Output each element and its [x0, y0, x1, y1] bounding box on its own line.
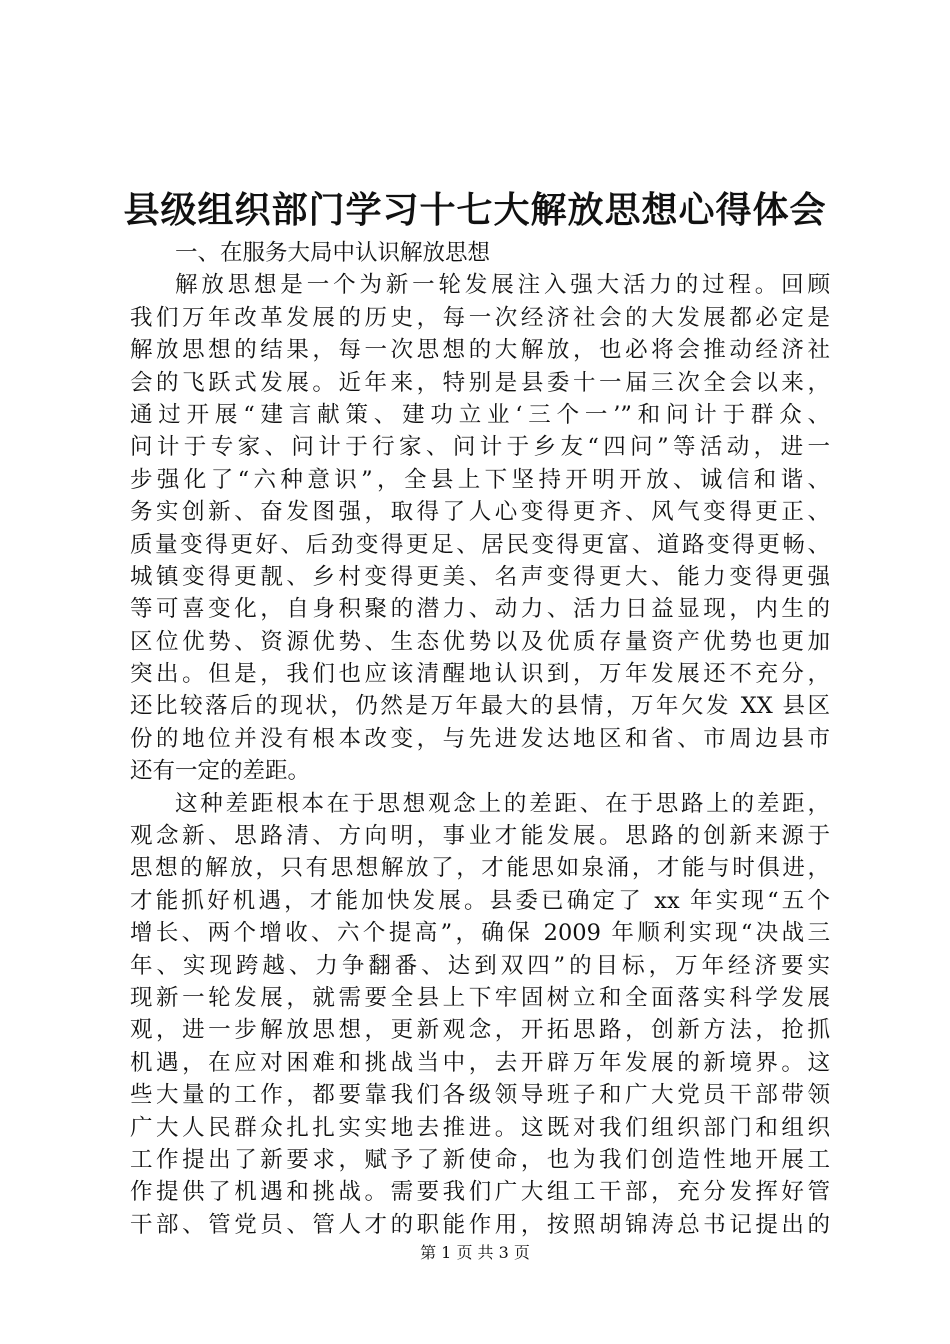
- body-line: 质量变得更好、后劲变得更足、居民变得更富、道路变得更畅、: [130, 531, 830, 558]
- body-line: 我们万年改革发展的历史，每一次经济社会的大发展都必定是: [130, 304, 830, 331]
- body-line: 还有一定的差距。: [130, 758, 311, 785]
- body-line: 观念新、思路清、方向明，事业才能发展。思路的创新来源于: [130, 823, 830, 850]
- body-line: 步强化了“六种意识”，全县上下坚持开明开放、诚信和谐、: [130, 466, 830, 493]
- body-line: 等可喜变化，自身积聚的潜力、动力、活力日益显现，内生的: [130, 596, 830, 623]
- body-line: 思想的解放，只有思想解放了，才能思如泉涌，才能与时俱进，: [130, 855, 830, 882]
- body-line: 现新一轮发展，就需要全县上下牢固树立和全面落实科学发展: [130, 984, 830, 1011]
- body-line: 区位优势、资源优势、生态优势以及优质存量资产优势也更加: [130, 628, 830, 655]
- document-body: [130, 237, 830, 1241]
- body-line: 些大量的工作，都要靠我们各级领导班子和广大党员干部带领: [130, 1082, 830, 1109]
- body-line: 工作提出了新要求，赋予了新使命，也为我们创造性地开展工: [130, 1146, 830, 1173]
- body-line: 才能抓好机遇，才能加快发展。县委已确定了 xx 年实现“五个: [130, 887, 830, 914]
- body-line: 这种差距根本在于思想观念上的差距、在于思路上的差距，: [175, 790, 830, 817]
- body-line: 份的地位并没有根本改变，与先进发达地区和省、市周边县市: [130, 725, 830, 752]
- document-title: 县级组织部门学习十七大解放思想心得体会: [123, 189, 827, 231]
- page-footer: 第 1 页 共 3 页: [420, 1243, 530, 1262]
- body-line: 观，进一步解放思想，更新观念，开拓思路，创新方法，抢抓: [130, 1017, 830, 1044]
- body-line: 通过开展“建言献策、建功立业‘三个一’”和问计于群众、: [130, 401, 830, 428]
- body-line: 解放思想是一个为新一轮发展注入强大活力的过程。回顾: [175, 272, 830, 299]
- body-line: 还比较落后的现状，仍然是万年最大的县情，万年欠发 XX 县区: [130, 693, 830, 720]
- body-line: 务实创新、奋发图强，取得了人心变得更齐、风气变得更正、: [130, 499, 830, 526]
- body-line: 城镇变得更靓、乡村变得更美、名声变得更大、能力变得更强: [130, 563, 830, 590]
- body-line: 解放思想的结果，每一次思想的大解放，也必将会推动经济社: [130, 337, 830, 364]
- body-line: 广大人民群众扎扎实实地去推进。这既对我们组织部门和组织: [130, 1114, 830, 1141]
- body-line: 会的飞跃式发展。近年来，特别是县委十一届三次全会以来，: [130, 369, 830, 396]
- body-line: 年、实现跨越、力争翻番、达到双四”的目标，万年经济要实: [130, 952, 830, 979]
- body-line: 作提供了机遇和挑战。需要我们广大组工干部，充分发挥好管: [130, 1179, 830, 1206]
- body-line: 突出。但是，我们也应该清醒地认识到，万年发展还不充分，: [130, 661, 830, 688]
- body-line: 一、在服务大局中认识解放思想: [175, 240, 491, 266]
- body-line: 增长、两个增收、六个提高”，确保 2009 年顺利实现“决战三: [130, 920, 830, 947]
- body-line: 问计于专家、问计于行家、问计于乡友“四问”等活动，进一: [130, 434, 830, 461]
- body-line: 机遇，在应对困难和挑战当中，去开辟万年发展的新境界。这: [130, 1049, 830, 1076]
- body-line: 干部、管党员、管人才的职能作用，按照胡锦涛总书记提出的: [130, 1211, 830, 1238]
